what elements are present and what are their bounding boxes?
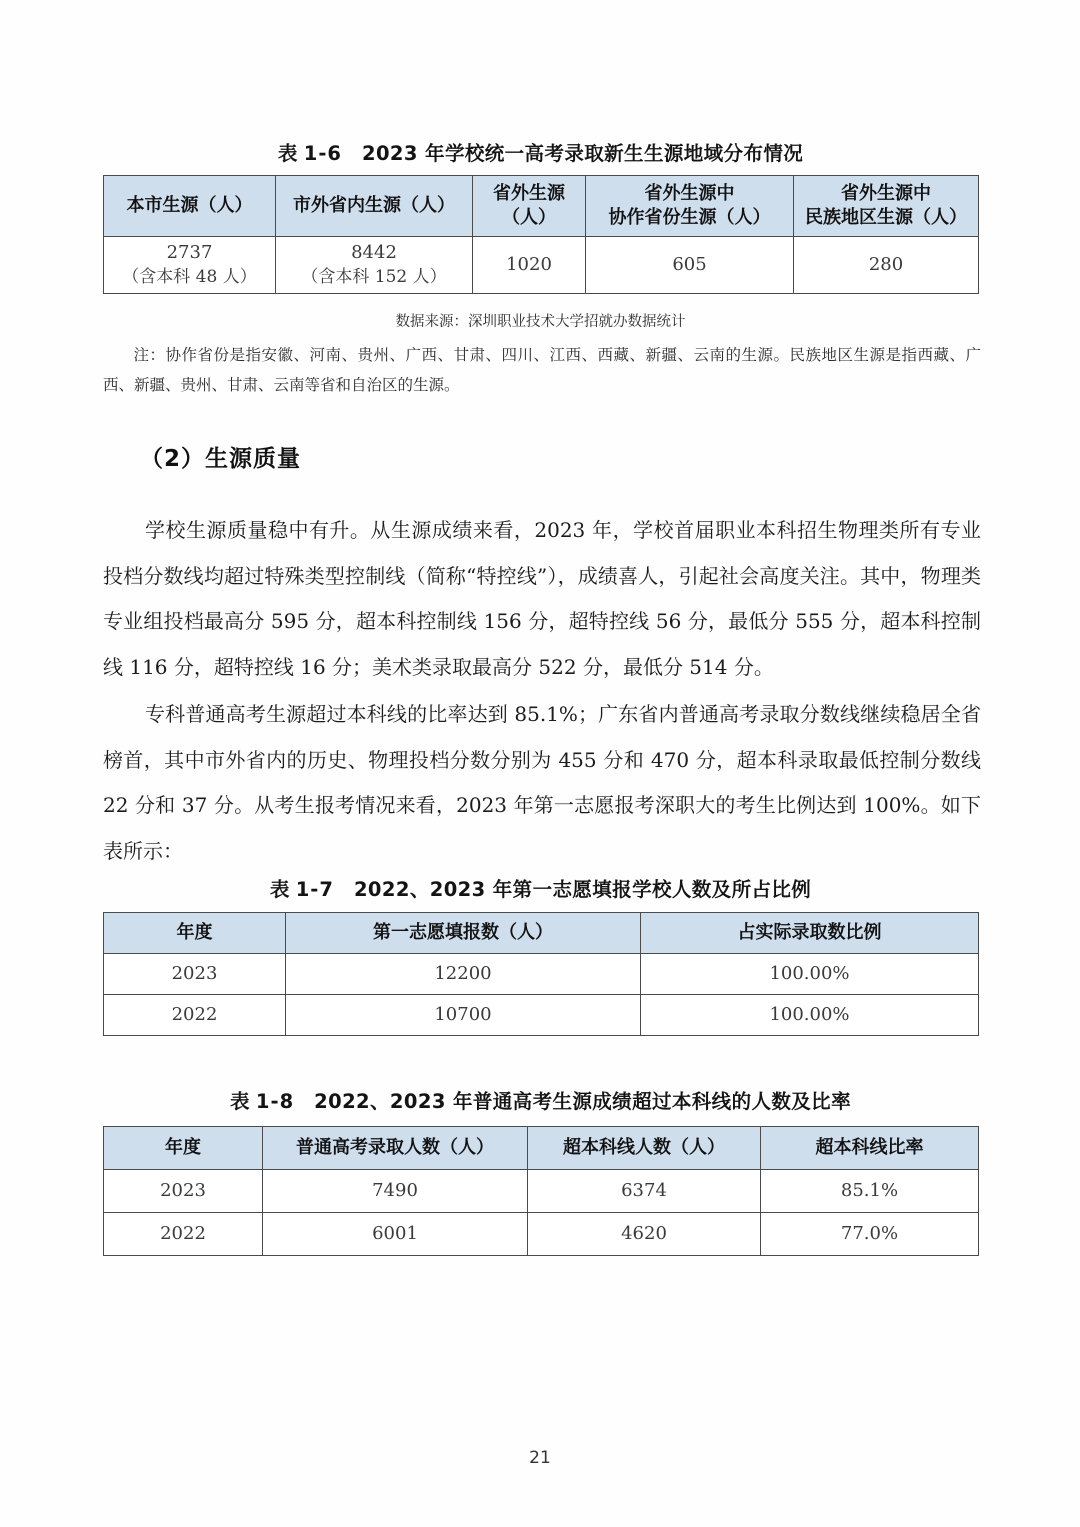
- table-1-7-caption: [103, 874, 978, 902]
- cell-value: 2737: [166, 242, 213, 264]
- table-1-6-note-text: 注：协作省份是指安徽、河南、贵州、广西、甘肃、四川、江西、西藏、新疆、云南的生源。民族地区生源是指西藏、广西、新疆、贵州、甘肃、云南等省和自治区的生源。: [103, 346, 981, 395]
- table-row: [104, 995, 979, 1036]
- table-row: [104, 1170, 979, 1213]
- table-1-8-cell-admitted: 7490: [263, 1170, 528, 1213]
- table-1-8-header-row: [104, 1127, 979, 1170]
- table-1-7-cell-count: 10700: [286, 995, 641, 1036]
- table-1-8-cell-admitted: 6001: [263, 1213, 528, 1256]
- table-1-7-col-header-first-choice: 第一志愿填报数（人）: [286, 913, 641, 954]
- table-1-6-col-header-local: [104, 176, 276, 237]
- table-1-6-cell-local: [104, 237, 276, 294]
- table-1-8-caption: [103, 1086, 978, 1114]
- table-1-7-caption-number: 1-7: [295, 878, 334, 901]
- header-line: 省外生源中: [841, 183, 931, 205]
- table-1-8-caption-label: 表: [230, 1090, 250, 1113]
- table-1-6-cell-out-province: 1020: [473, 237, 586, 294]
- header-line: 省外生源: [493, 183, 565, 205]
- table-1-8-cell-above-line: 6374: [528, 1170, 761, 1213]
- cell-subvalue: （含本科 48 人）: [122, 266, 257, 287]
- table-1-8-cell-year: 2022: [104, 1213, 263, 1256]
- paragraph-source-quality: 学校生源质量稳中有升。从生源成绩来看，2023 年，学校首届职业本科招生物理类所有专业投档分数线均超过特殊类型控制线（简称“特控线”），成绩喜人，引起社会高度关注。其中，物理类专业组投档最高分 595 分，超本科控制线 156 分，超特控线 56 分，最低分 555 分，超本科控制线 116 分，超特控线 16 分；美术类录取最高分 522 分，最低分 514 分。: [103, 518, 981, 679]
- table-1-6-cell-in-province: [276, 237, 473, 294]
- header-line: （人）: [502, 207, 556, 228]
- table-1-7-col-header-ratio: 占实际录取数比例: [641, 913, 979, 954]
- table-1-7-cell-ratio: 100.00%: [641, 995, 979, 1036]
- header-line: 民族地区生源（人）: [805, 207, 967, 228]
- table-1-7-header-row: [104, 913, 979, 954]
- table-1-6-caption-title: 2023 年学校统一高考录取新生生源地域分布情况: [361, 142, 804, 165]
- table-1-8-col-header-year: 年度: [104, 1127, 263, 1170]
- table-1-8-cell-rate: 77.0%: [761, 1213, 979, 1256]
- table-row: [104, 237, 979, 294]
- table-1-6-note: [103, 340, 981, 400]
- table-row: [104, 1213, 979, 1256]
- table-1-6-caption-number: 1-6: [303, 142, 342, 165]
- table-1-6-caption-label: 表: [277, 142, 298, 165]
- table-1-8-caption-number: 1-8: [255, 1090, 295, 1113]
- table-1-7-cell-ratio: 100.00%: [641, 954, 979, 995]
- table-1-6-cell-cooperative: 605: [586, 237, 794, 294]
- table-1-6-caption: [103, 138, 978, 166]
- table-1-6-cell-ethnic: 280: [794, 237, 979, 294]
- table-1-6-col-header-out-province: [473, 176, 586, 237]
- header-line: 省外生源中: [644, 183, 735, 205]
- section-heading: （2）生源质量: [140, 446, 302, 472]
- table-1-8-col-header-admitted: 普通高考录取人数（人）: [263, 1127, 528, 1170]
- table-1-6-source: 数据来源：深圳职业技术大学招就办数据统计: [395, 314, 686, 330]
- paragraph-admission-scores: 专科普通高考生源超过本科线的比率达到 85.1%；广东省内普通高考录取分数线继续稳居全省榜首，其中市外省内的历史、物理投档分数分别为 455 分和 470 分，超本科录取最低控制分数线 22 分和 37 分。从考生报考情况来看，2023 年第一志愿报考深职大的考生比例达到 100%。如下表所示：: [103, 702, 981, 863]
- table-1-8-col-header-above-line: 超本科线人数（人）: [528, 1127, 761, 1170]
- header-line: 本市生源（人）: [126, 195, 253, 217]
- header-line: 市外省内生源（人）: [293, 195, 455, 217]
- table-row: [104, 954, 979, 995]
- table-1-7: [103, 912, 979, 1036]
- table-1-8-cell-rate: 85.1%: [761, 1170, 979, 1213]
- table-1-7-cell-year: 2023: [104, 954, 286, 995]
- table-1-7-caption-label: 表: [269, 878, 290, 901]
- table-1-8: [103, 1126, 979, 1256]
- table-1-8-cell-above-line: 4620: [528, 1213, 761, 1256]
- cell-value: 8442: [351, 242, 397, 264]
- table-1-7-caption-title: 2022、2023 年第一志愿填报学校人数及所占比例: [353, 878, 812, 901]
- table-1-8-cell-year: 2023: [104, 1170, 263, 1213]
- table-1-6-header-row: [104, 176, 979, 237]
- table-1-6-col-header-ethnic: [794, 176, 979, 237]
- page-number: 21: [529, 1448, 551, 1468]
- table-1-8-col-header-rate: 超本科线比率: [761, 1127, 979, 1170]
- table-1-6-col-header-cooperative: [586, 176, 794, 237]
- table-1-7-cell-year: 2022: [104, 995, 286, 1036]
- cell-subvalue: （含本科 152 人）: [301, 266, 447, 287]
- table-1-6: [103, 175, 979, 294]
- table-1-7-col-header-year: 年度: [104, 913, 286, 954]
- table-1-7-cell-count: 12200: [286, 954, 641, 995]
- table-1-6-col-header-in-province: [276, 176, 473, 237]
- table-1-8-caption-title: 2022、2023 年普通高考生源成绩超过本科线的人数及比率: [314, 1090, 851, 1113]
- header-line: 协作省份生源（人）: [608, 207, 771, 228]
